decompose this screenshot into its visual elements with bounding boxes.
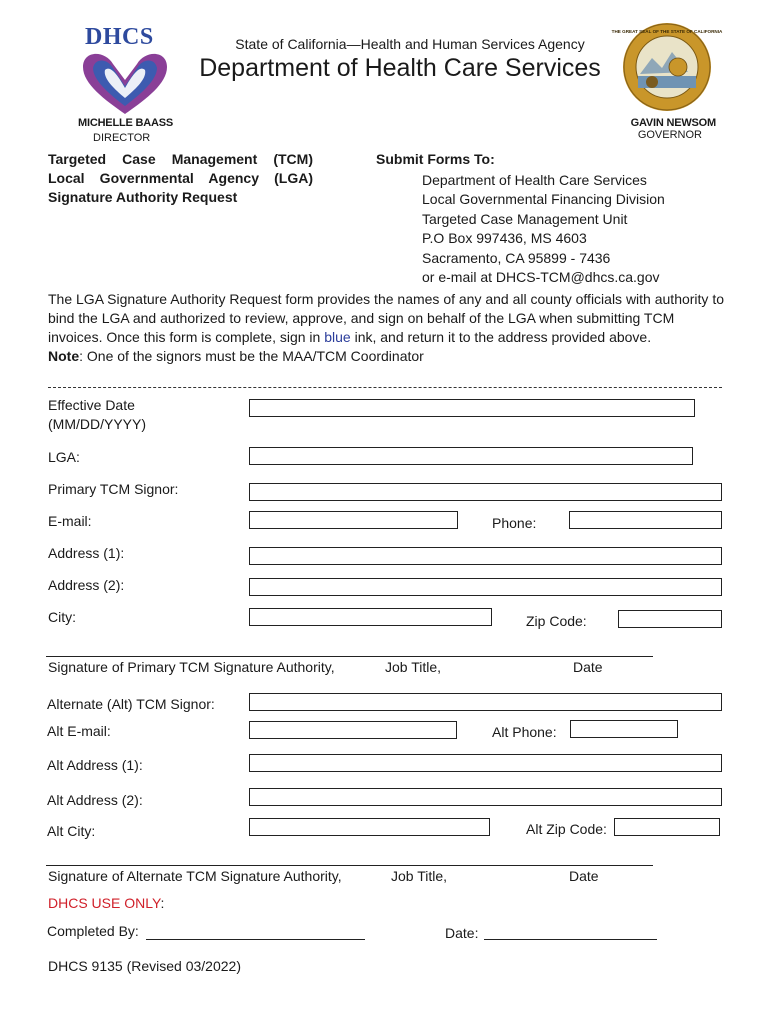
dhcs-use-only-colon: : xyxy=(160,895,165,911)
address1-field[interactable] xyxy=(249,547,722,565)
effective-date-format: (MM/DD/YYYY) xyxy=(48,416,146,432)
dhcs-date-label: Date: xyxy=(445,925,479,941)
alt-city-label: Alt City: xyxy=(47,823,96,839)
note-text: : One of the signors must be the MAA/TCM Coordinator xyxy=(79,348,424,364)
alt-address1-label: Alt Address (1): xyxy=(47,757,143,773)
form-title-line-2: Local Governmental Agency (LGA) xyxy=(48,170,313,186)
intro-paragraph xyxy=(48,290,728,366)
completed-by-line[interactable] xyxy=(146,939,365,940)
submit-address xyxy=(422,171,665,287)
address2-field[interactable] xyxy=(249,578,722,596)
alt-address2-label: Alt Address (2): xyxy=(47,792,143,808)
alt-signature-line[interactable] xyxy=(46,865,653,866)
alt-zip-field[interactable] xyxy=(614,818,720,836)
alt-city-field[interactable] xyxy=(249,818,490,836)
alt-address1-field[interactable] xyxy=(249,754,722,772)
alt-zip-label: Alt Zip Code: xyxy=(526,821,607,837)
submit-line: Sacramento, CA 95899 - 7436 xyxy=(422,249,611,266)
alt-job-title-caption: Job Title, xyxy=(391,868,448,884)
zip-field[interactable] xyxy=(618,610,722,628)
submit-line: or e-mail at DHCS-TCM@dhcs.ca.gov xyxy=(422,269,660,286)
state-seal xyxy=(611,22,723,112)
agency-name: State of California—Health and Human Services Agency xyxy=(235,36,585,52)
director-name: MICHELLE BAASS xyxy=(78,117,173,129)
city-field[interactable] xyxy=(249,608,492,626)
intro-text: The LGA Signature Authority Request form provides the names of any and all county officials with authority to bind the LGA and authorized to review, approve, and sign on behalf of the LGA when submitting TCM invoices. Once this form is complete, sign in xyxy=(48,291,724,345)
alt-phone-label: Alt Phone: xyxy=(492,724,557,740)
governor-title: GOVERNOR xyxy=(637,129,702,141)
email-field[interactable] xyxy=(249,511,458,529)
effective-date-field[interactable] xyxy=(249,399,695,417)
governor-name: GAVIN NEWSOM xyxy=(630,117,716,129)
lga-label: LGA: xyxy=(48,449,80,465)
dhcs-date-line[interactable] xyxy=(484,939,657,940)
submit-heading: Submit Forms To: xyxy=(376,151,495,167)
dhcs-logo xyxy=(75,22,175,117)
department-name: Department of Health Care Services xyxy=(199,54,601,82)
form-number: DHCS 9135 (Revised 03/2022) xyxy=(48,958,241,974)
zip-label: Zip Code: xyxy=(526,613,587,629)
alt-signor-label: Alternate (Alt) TCM Signor: xyxy=(47,696,215,712)
form-title-line-3: Signature Authority Request xyxy=(48,189,238,205)
intro-text-end: ink, and return it to the address provided above. xyxy=(350,329,652,345)
submit-line: P.O Box 997436, MS 4603 xyxy=(422,230,587,247)
alt-email-field[interactable] xyxy=(249,721,457,739)
city-label: City: xyxy=(48,609,76,625)
address1-label: Address (1): xyxy=(48,545,125,561)
primary-date-caption: Date xyxy=(573,659,603,675)
alt-signor-field[interactable] xyxy=(249,693,722,711)
submit-line: Targeted Case Management Unit xyxy=(422,210,628,227)
alt-email-label: Alt E-mail: xyxy=(47,723,111,739)
form-title-line-1: Targeted Case Management (TCM) xyxy=(48,151,313,167)
dhcs-use-only-label xyxy=(48,895,164,911)
address2-label: Address (2): xyxy=(48,577,125,593)
note-label: Note xyxy=(48,348,80,364)
dhcs-logo-text: DHCS xyxy=(85,24,154,50)
primary-signature-line[interactable] xyxy=(46,656,653,657)
alt-phone-field[interactable] xyxy=(570,720,678,738)
dhcs-use-only-text: DHCS USE ONLY xyxy=(48,895,161,911)
primary-signor-label: Primary TCM Signor: xyxy=(48,481,179,497)
dashed-divider xyxy=(48,387,722,388)
intro-blue-word: blue xyxy=(324,329,351,345)
completed-by-label: Completed By: xyxy=(47,923,139,939)
submit-line: Department of Health Care Services xyxy=(422,172,647,188)
alt-address2-field[interactable] xyxy=(249,788,722,806)
alt-signature-caption: Signature of Alternate TCM Signature Authority, xyxy=(48,868,342,884)
director-title: DIRECTOR xyxy=(93,132,151,144)
effective-date-label: Effective Date xyxy=(48,397,135,413)
alt-date-caption: Date xyxy=(569,868,599,884)
primary-signature-caption: Signature of Primary TCM Signature Authority, xyxy=(48,659,335,675)
primary-signor-field[interactable] xyxy=(249,483,722,501)
primary-job-title-caption: Job Title, xyxy=(385,659,442,675)
phone-label: Phone: xyxy=(492,515,537,531)
form-title xyxy=(48,150,313,207)
submit-line: Local Governmental Financing Division xyxy=(422,191,665,208)
seal-text: THE GREAT SEAL OF THE STATE OF CALIFORNIA xyxy=(611,29,723,34)
lga-field[interactable] xyxy=(249,447,693,465)
email-label: E-mail: xyxy=(48,513,92,529)
phone-field[interactable] xyxy=(569,511,722,529)
